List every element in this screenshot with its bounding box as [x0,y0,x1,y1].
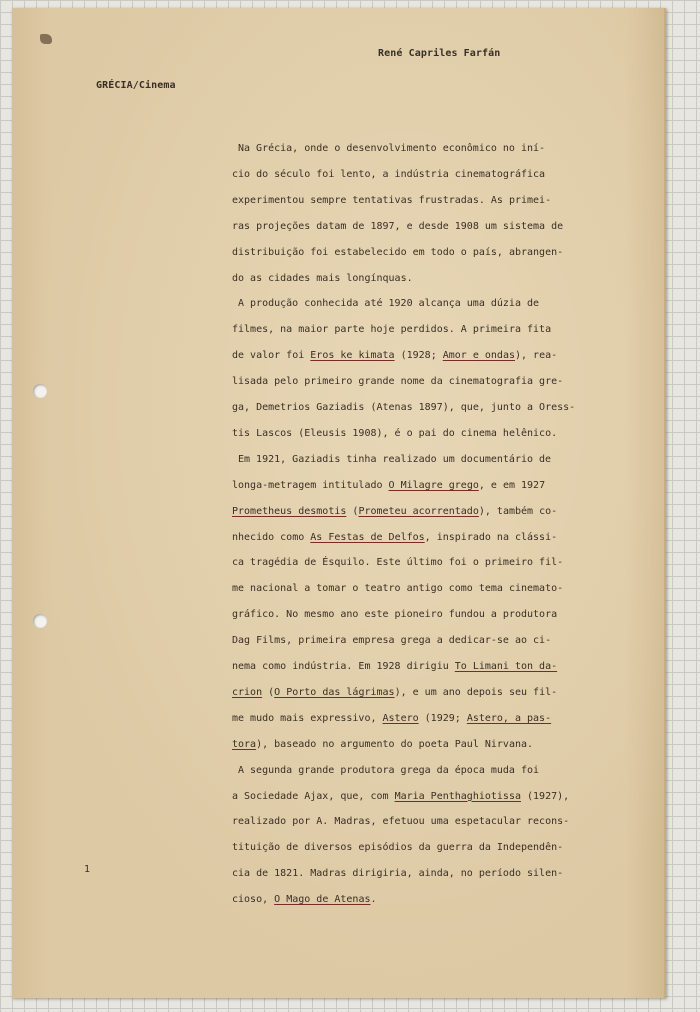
text-line [232,739,533,750]
text-line [232,713,551,724]
film-title: tora [232,738,257,750]
text-segment: . [370,894,377,906]
film-title: Astero [382,712,419,724]
text-segment: longa-metragem intitulado [232,479,389,491]
text-segment: ), também co- [478,505,558,517]
text-segment: ga, Demetrios Gaziadis (Atenas 1897), que, junto a Oress- [232,402,576,413]
text-line [232,842,563,853]
text-segment: do as cidades mais longínquas. [232,272,413,284]
text-segment: tituição de diversos episódios da guerra da Independên- [232,842,564,854]
staple-mark [40,34,52,44]
film-title: crion [232,686,263,698]
text-segment: ( [262,686,275,698]
text-line [232,868,563,879]
punch-hole-upper [33,384,47,398]
text-segment: ras projeções datam de 1897, e desde 1908 um sistema de [232,220,564,232]
text-segment: filmes, na maior parte hoje perdidos. A primeira fita [232,324,552,336]
text-segment: cioso, [232,894,275,906]
text-segment: ca tragédia de Ésquilo. Este último foi o primeiro fil- [232,557,564,569]
film-title: As Festas de Delfos [310,531,425,543]
text-line [232,169,545,180]
text-segment: cio do século foi lento, a indústria cinematográfica [232,168,546,180]
text-line [232,532,557,543]
film-title: Prometeu acorrentado [358,505,479,517]
text-line [232,791,569,802]
text-segment: (1927), [521,790,570,802]
text-segment: cia de 1821. Madras dirigiria, ainda, no período silen- [232,868,564,880]
text-segment: de valor foi [232,350,311,362]
text-segment: A produção conhecida até 1920 alcança uma dúzia de [238,298,540,310]
text-line [232,635,551,646]
text-line [232,195,551,206]
text-segment: ( [346,505,359,517]
film-title: O Porto das lágrimas [274,686,395,698]
text-line [232,247,563,258]
text-segment: me mudo mais expressivo, [232,712,383,724]
film-title: Maria Penthaghiotissa [394,790,521,802]
text-line [232,324,551,335]
punch-hole-lower [33,614,47,628]
text-segment: (1929; [418,712,467,724]
text-line [232,661,557,672]
text-line [232,506,557,517]
text-line [232,376,563,387]
text-line [238,298,539,309]
text-segment: ), e um ano depois seu fil- [394,686,558,698]
text-segment: a Sociedade Ajax, que, com [232,790,395,802]
text-line [232,402,575,413]
film-title: O Mago de Atenas [274,894,371,906]
text-segment: tis Lascos (Eleusis 1908), é o pai do cinema helênico. [232,427,558,439]
text-segment: ), baseado no argumento do poeta Paul Nirvana. [256,738,534,750]
film-title: Amor e ondas [442,350,515,362]
text-segment: ), rea- [515,350,558,362]
text-line [232,557,563,568]
film-title: Astero, a pas- [466,712,552,724]
film-title: O Milagre grego [388,479,479,491]
film-title: Prometheus desmotis [232,505,347,517]
text-line [232,480,545,491]
film-title: Eros ke kimata [310,350,395,362]
film-title: To Limani ton da- [454,661,558,672]
document-heading: GRÉCIA/Cinema [96,80,176,91]
text-line [232,273,413,284]
text-line [232,816,569,827]
text-segment: Dag Films, primeira empresa grega a dedicar-se ao ci- [232,635,552,647]
text-line [232,428,557,439]
text-line [232,609,557,620]
text-segment: , inspirado na clássi- [424,531,558,543]
text-segment: (1928; [394,350,443,362]
text-line [238,454,551,465]
text-segment: nhecido como [232,531,311,543]
text-line [238,765,539,776]
text-segment: , e em 1927 [478,479,546,491]
text-line [232,687,557,698]
text-segment: experimentou sempre tentativas frustradas. As primei- [232,194,552,206]
text-segment: gráfico. No mesmo ano este pioneiro fundou a produtora [232,609,558,621]
text-segment: realizado por A. Madras, efetuou uma espetacular recons- [232,816,570,828]
text-line [232,350,557,361]
text-segment: A segunda grande produtora grega da época muda foi [238,764,540,776]
text-segment: distribuição foi estabelecido em todo o país, abrangen- [232,246,564,258]
author-name: René Capriles Farfán [378,48,501,59]
text-segment: Na Grécia, onde o desenvolvimento econômico no iní- [238,143,546,154]
text-segment: nema como indústria. Em 1928 dirigiu [232,661,455,672]
page-number: 1 [84,864,91,875]
text-segment: Em 1921, Gaziadis tinha realizado um documentário de [238,453,552,465]
text-line [232,583,563,594]
text-segment: me nacional a tomar o teatro antigo como tema cinemato- [232,583,564,595]
text-line [238,143,545,154]
text-line [232,221,563,232]
text-line [232,894,377,905]
text-segment: lisada pelo primeiro grande nome da cinematografia gre- [232,376,564,388]
